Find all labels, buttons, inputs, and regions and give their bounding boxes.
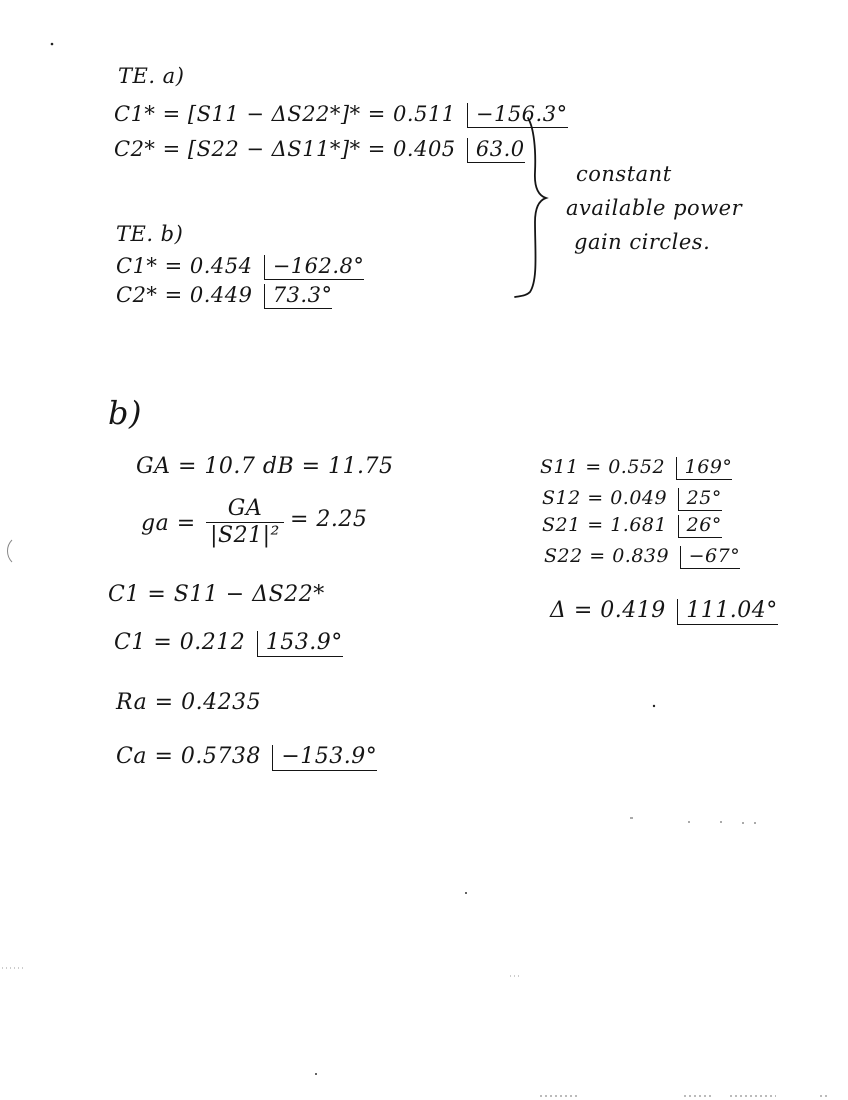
c1-formula: C1 = S11 − ΔS22* [108, 582, 325, 607]
ca-angle: −153.9° [272, 744, 377, 769]
te-a-c2-lhs: C2* = [114, 137, 181, 161]
part-b-label: b) [108, 394, 142, 432]
c1-angle: 153.9° [257, 630, 343, 655]
scan-dots [630, 818, 756, 823]
curly-brace [515, 118, 546, 297]
te-b-c2-text: C2* = 0.449 [116, 283, 253, 307]
te-a-c2-expr: [S22 − ΔS11*]* = 0.405 [187, 137, 456, 161]
ga-fraction-denominator: |S21|² [210, 523, 280, 548]
s12-value: S12 = 0.049 [542, 487, 668, 509]
s21-angle: 26° [678, 514, 722, 536]
s22-value: S22 = 0.839 [544, 545, 670, 567]
brace-note-line1: constant [576, 162, 672, 186]
scan-speck [653, 705, 655, 707]
ca-line: Ca = 0.5738 [116, 744, 261, 769]
te-a-heading: TE. a) [118, 64, 185, 88]
te-a-c1-angle: −156.3° [467, 102, 568, 126]
c1-value: C1 = 0.212 [114, 630, 246, 655]
s11-angle: 169° [676, 456, 733, 478]
scan-dots [2, 968, 522, 976]
s22-angle: −67° [680, 545, 741, 567]
te-a-c2-angle: 63.0 [467, 137, 525, 161]
brace-note-line3: gain circles. [574, 230, 711, 254]
ga-rhs: = 2.25 [290, 507, 368, 532]
te-b-c2-angle: 73.3° [264, 283, 333, 307]
te-a-c1-expr: [S11 − ΔS22*]* = 0.511 [187, 102, 456, 126]
ga-lhs: ga = [141, 511, 196, 536]
s11-value: S11 = 0.552 [540, 456, 666, 478]
delta-value: Δ = 0.419 [550, 598, 666, 623]
scan-speck [8, 540, 13, 562]
brace-note-line2: available power [566, 196, 743, 220]
scan-speck [51, 43, 54, 46]
te-b-c1-angle: −162.8° [264, 254, 365, 278]
delta-angle: 111.04° [677, 598, 777, 623]
s21-value: S21 = 1.681 [542, 514, 668, 536]
te-b-c1-text: C1* = 0.454 [116, 254, 253, 278]
scan-speck [315, 1073, 317, 1075]
scan-speck [465, 892, 467, 894]
te-b-heading: TE. b) [116, 222, 184, 246]
ra-line: Ra = 0.4235 [116, 690, 262, 715]
te-a-c1-lhs: C1* = [114, 102, 181, 126]
ga-line: GA = 10.7 dB = 11.75 [136, 454, 394, 479]
s12-angle: 25° [678, 487, 722, 509]
ga-fraction-numerator: GA [206, 496, 284, 523]
